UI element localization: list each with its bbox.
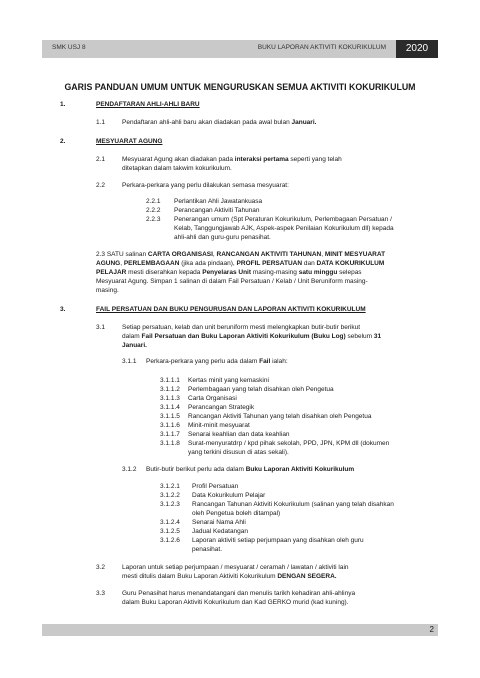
file-item-number: 3.1.1.6	[160, 422, 180, 429]
file-item-text: Minit-minit mesyuarat	[188, 422, 250, 429]
item-2-2-3-text-1: Penerangan umum (Spt Peraturan Kokurikulum, Perlembagaan Persatuan /	[174, 216, 392, 223]
book-item-6-number: 3.1.2.6	[160, 537, 180, 544]
book-item-3-number: 3.1.2.3	[160, 501, 180, 508]
book-item-4-text: Senarai Nama Ahli	[192, 519, 246, 526]
file-item-text: Carta Organisasi	[188, 395, 237, 402]
book-item-2-number: 3.1.2.2	[160, 492, 180, 499]
document-title: GARIS PANDUAN UMUM UNTUK MENGURUSKAN SEMUA AKTIVITI KOKURIKULUM	[64, 82, 416, 92]
item-3-3-number: 3.3	[96, 590, 106, 597]
item-3-1-line-3: Januari.	[122, 342, 147, 349]
item-3-2-line-1: Laporan untuk setiap perjumpaan / mesyuarat / ceramah / lawatan / aktiviti lain	[122, 564, 349, 571]
item-3-1-2-number: 3.1.2	[122, 466, 137, 473]
item-2-2-2-number: 2.2.2	[146, 207, 161, 214]
item-2-3-line-5: masing.	[96, 287, 119, 294]
item-3-1-2-text: Butir-butir berikut perlu ada dalam Buku Laporan Aktiviti Kokurikulum	[146, 466, 355, 473]
page-footer	[42, 624, 438, 636]
file-item-text: Surat-menyuratdrp / kpd pihak sekolah, PPD, JPN, KPM dll (dokumen	[188, 440, 390, 447]
file-item-8-continued: yang terkini disusun di atas sekali).	[188, 449, 289, 456]
item-1-1-number: 1.1	[96, 119, 106, 126]
item-1-1-text: Pendaftaran ahli-ahli baru akan diadakan pada awal bulan Januari.	[122, 119, 317, 126]
book-item-5-text: Jadual Kedatangan	[192, 528, 249, 535]
book-item-4-number: 3.1.2.4	[160, 519, 180, 526]
year-badge: 2020	[396, 40, 438, 58]
book-item-3-text-1: Rancangan Tahunan Aktiviti Kokurikulum (salinan yang telah disahkan	[192, 501, 394, 508]
file-item-text: Rancangan Aktiviti Tahunan yang telah disahkan oleh Pengetua	[188, 413, 372, 420]
item-2-2-3-text-2: Kelab, Tanggungjawab AJK, Aspek-aspek Penilaian Kokurikulum dll) kepada	[174, 225, 394, 232]
book-item-6-text-1: Laporan aktiviti setiap perjumpaan yang disahkan oleh guru	[192, 537, 364, 544]
page-number: 2	[429, 625, 434, 634]
book-item-1-text: Profil Persatuan	[192, 483, 239, 490]
item-2-2-3-number: 2.2.3	[146, 216, 161, 223]
item-3-3-line-2: dalam Buku Laporan Aktiviti Kokurikulum dan Kad GERKO murid (kad kuning).	[122, 599, 349, 606]
book-item-6-text-2: penasihat.	[192, 546, 222, 553]
file-item-number: 3.1.1.3	[160, 395, 180, 402]
item-3-1-1-text: Perkara-perkara yang perlu ada dalam Fail ialah:	[146, 358, 288, 365]
item-2-1-text-2: ditetapkan dalam takwim kokurikulum.	[122, 165, 232, 172]
item-2-2-text: Perkara-perkara yang perlu dilakukan semasa mesyuarat:	[122, 182, 289, 189]
item-2-1-text: Mesyuarat Agung akan diadakan pada interaksi pertama seperti yang telah	[122, 156, 342, 163]
item-3-3-line-1: Guru Penasihat harus menandatangani dan menulis tarikh kehadiran ahli-ahlinya	[122, 590, 356, 597]
item-2-2-1-number: 2.2.1	[146, 198, 161, 205]
section-1-heading: PENDAFTARAN AHLI-AHLI BARU	[96, 101, 200, 108]
page-header	[42, 40, 438, 58]
section-2-number: 2.	[60, 138, 66, 145]
file-item-text: Kertas minit yang kemaskini	[188, 377, 269, 384]
file-item-number: 3.1.1.4	[160, 404, 180, 411]
item-3-2-number: 3.2	[96, 564, 106, 571]
file-item-number: 3.1.1.1	[160, 377, 180, 384]
school-name: SMK USJ 8	[52, 44, 86, 51]
file-item-number: 3.1.1.7	[160, 431, 180, 438]
item-3-1-line-1: Setiap persatuan, kelab dan unit beruniform mesti melengkapkan butir-butir berikut	[122, 324, 361, 331]
book-item-3-text-2: oleh Pengetua boleh ditampal)	[192, 510, 281, 517]
file-item-number: 3.1.1.2	[160, 386, 180, 393]
book-item-2-text: Data Kokurikulum Pelajar	[192, 492, 266, 499]
item-3-2-line-2: mesti ditulis dalam Buku Laporan Aktiviti Kokurikulum DENGAN SEGERA.	[122, 573, 337, 580]
book-item-5-number: 3.1.2.5	[160, 528, 180, 535]
file-item-number: 3.1.1.8	[160, 440, 180, 447]
item-2-3-line-3: PELAJAR mesti diserahkan kepada Penyelaras Unit masing-masing satu minggu selepas	[96, 269, 362, 276]
item-2-3-line-1: 2.3 SATU salinan CARTA ORGANISASI, RANCANGAN AKTIVITI TAHUNAN, MINIT MESYUARAT	[96, 251, 386, 258]
file-item-text: Perancangan Strategik	[188, 404, 255, 411]
item-3-1-number: 3.1	[96, 324, 106, 331]
file-item-text: Perlembagaan yang telah disahkan oleh Pengetua	[188, 386, 334, 393]
item-3-1-line-2: dalam Fail Persatuan dan Buku Laporan Aktiviti Kokurikulum (Buku Log) sebelum 31	[122, 333, 382, 340]
item-2-1-number: 2.1	[96, 156, 106, 163]
item-2-3-line-4: Mesyuarat Agung. Simpan 1 salinan di dalam Fail Persatuan / Kelab / Unit Beruniform masing-	[96, 278, 368, 285]
item-3-1-1-number: 3.1.1	[122, 358, 137, 365]
item-2-2-number: 2.2	[96, 182, 106, 189]
section-3-heading: FAIL PERSATUAN DAN BUKU PENGURUSAN DAN LAPORAN AKTIVITI KOKURIKULUM	[96, 306, 366, 313]
book-item-1-number: 3.1.2.1	[160, 483, 180, 490]
file-item-number: 3.1.1.5	[160, 413, 180, 420]
section-2-heading: MESYUARAT AGUNG	[96, 138, 163, 145]
item-2-2-2-text: Perancangan Aktiviti Tahunan	[174, 207, 260, 214]
item-2-3-line-2: AGUNG, PERLEMBAGAAN (jika ada pindaan), PROFIL PERSATUAN dan DATA KOKURIKULUM	[96, 260, 385, 267]
section-1-number: 1.	[60, 101, 66, 108]
section-3-number: 3.	[60, 306, 66, 313]
book-title: BUKU LAPORAN AKTIVITI KOKURIKULUM	[257, 44, 386, 51]
file-item-text: Senarai keahlian dan data keahlian	[188, 431, 290, 438]
item-2-2-3-text-3: ahli-ahli dan guru-guru penasihat.	[174, 234, 271, 241]
item-2-2-1-text: Perlantikan Ahli Jawatankuasa	[174, 198, 263, 205]
